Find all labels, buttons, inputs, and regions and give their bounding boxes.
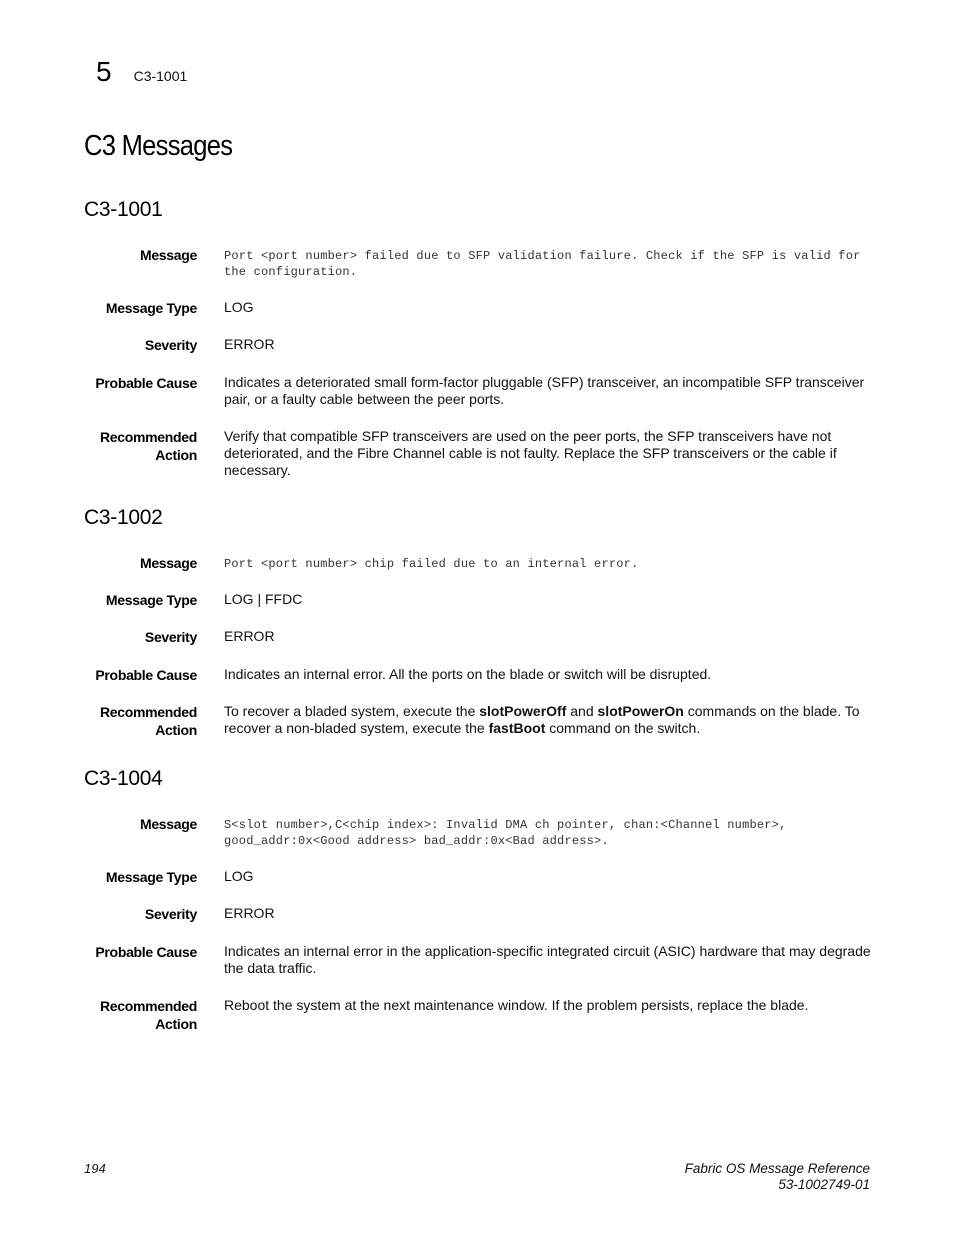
severity-label: Severity <box>144 629 197 645</box>
message-text: Port <port number> chip failed due to an internal error. <box>224 557 639 571</box>
recommended-action-text: Reboot the system at the next maintenance window. If the problem persists, replace the blade. <box>224 997 809 1013</box>
severity-value: ERROR <box>224 905 275 921</box>
running-head: C3-1001 <box>133 68 188 84</box>
recommended-label-line1: Recommended <box>99 998 197 1014</box>
doc-number: 53-1002749-01 <box>778 1177 870 1192</box>
action-text-part: To recover a bladed system, execute the <box>224 703 480 719</box>
message-text: S<slot number>,C<chip index>: Invalid DMA ch pointer, chan:<Channel number>, good_addr:0x<Good address> bad_addr:0x<Bad address>. <box>224 818 787 848</box>
severity-label: Severity <box>144 337 197 353</box>
message-section-c3-1001 <box>84 198 874 478</box>
page-header <box>96 56 187 88</box>
book-title: Fabric OS Message Reference <box>684 1161 870 1176</box>
probable-cause-text: Indicates a deteriorated small form-factor pluggable (SFP) transceiver, an incompatible SFP transceiver pair, or a faulty cable between the peer ports. <box>224 374 865 407</box>
action-text-part: commands on the blade. To recover a non-bladed system, execute the <box>224 703 860 736</box>
probable-cause-label: Probable Cause <box>95 667 197 683</box>
recommended-label-line2: Action <box>155 722 197 738</box>
probable-cause-label: Probable Cause <box>95 375 197 391</box>
message-label: Message <box>139 247 197 263</box>
action-text-part: and <box>566 703 598 719</box>
section-heading: C3-1002 <box>84 506 163 529</box>
message-type-label: Message Type <box>105 592 197 608</box>
section-heading: C3-1001 <box>84 198 163 221</box>
action-text-part: command on the switch. <box>545 720 701 736</box>
message-type-value: LOG | FFDC <box>224 591 303 607</box>
command-slotpoweron: slotPowerOn <box>597 703 684 719</box>
message-type-label: Message Type <box>105 869 197 885</box>
message-type-label: Message Type <box>105 300 197 316</box>
message-section-c3-1002 <box>84 506 874 738</box>
recommended-action-label <box>84 997 197 1033</box>
section-heading: C3-1004 <box>84 767 163 790</box>
message-type-value: LOG <box>224 868 254 884</box>
chapter-number: 5 <box>96 56 112 87</box>
recommended-action-text <box>224 703 874 737</box>
page-number: 194 <box>84 1161 106 1176</box>
message-label: Message <box>139 816 197 832</box>
message-section-c3-1004 <box>84 767 874 1032</box>
command-fastboot: fastBoot <box>488 720 546 736</box>
message-type-value: LOG <box>224 299 254 315</box>
page-title: C3 Messages <box>84 130 233 162</box>
recommended-action-text: Verify that compatible SFP transceivers are used on the peer ports, the SFP transceivers have not deteriorated, and the Fibre Channel cable is not faulty. Replace the SFP transceivers or the cable if necessary. <box>224 428 837 478</box>
probable-cause-label: Probable Cause <box>95 944 197 960</box>
footer-doc-info <box>685 1161 870 1193</box>
recommended-action-label <box>84 703 197 739</box>
recommended-label-line2: Action <box>155 1016 197 1032</box>
probable-cause-text: Indicates an internal error in the application-specific integrated circuit (ASIC) hardware that may degrade the data traffic. <box>224 943 871 976</box>
message-label: Message <box>139 555 197 571</box>
recommended-label-line2: Action <box>155 447 197 463</box>
command-slotpoweroff: slotPowerOff <box>479 703 567 719</box>
recommended-action-label <box>84 428 197 464</box>
severity-value: ERROR <box>224 336 275 352</box>
recommended-label-line1: Recommended <box>99 704 197 720</box>
severity-label: Severity <box>144 906 197 922</box>
message-text: Port <port number> failed due to SFP validation failure. Check if the SFP is valid for the configuration. <box>224 249 861 279</box>
severity-value: ERROR <box>224 628 275 644</box>
recommended-label-line1: Recommended <box>99 429 197 445</box>
probable-cause-text: Indicates an internal error. All the ports on the blade or switch will be disrupted. <box>224 666 712 682</box>
